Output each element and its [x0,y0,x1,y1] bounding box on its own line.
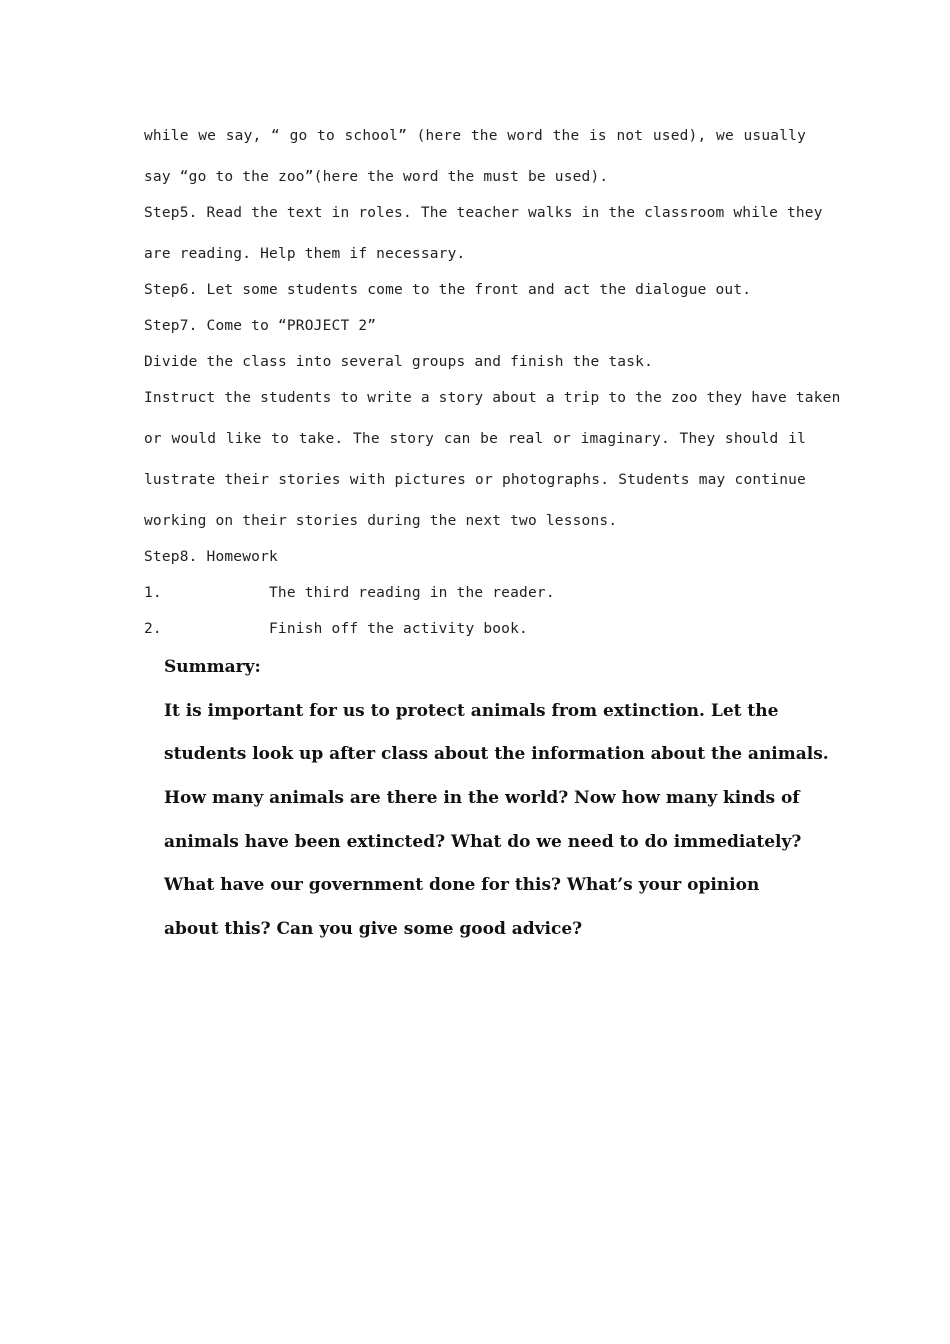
body-line-2: say “go to the zoo”(here the word the must be used). [144,169,609,185]
summary-line-5: What have our government done for this? What’s your opinion [164,875,760,895]
body-line-1: while we say, “ go to school” (here the word the is not used), we usually [144,128,806,144]
step5-line-1: Step5. Read the text in roles. The teacher walks in the classroom while they [144,205,823,221]
homework-number-1: 1. [144,585,162,601]
summary-line-1: It is important for us to protect animals from extinction. Let the [164,701,779,721]
divide-line: Divide the class into several groups and finish the task. [144,354,653,370]
homework-item-1: The third reading in the reader. [269,585,555,601]
instruct-line-3: lustrate their stories with pictures or photographs. Students may continue [144,472,806,488]
step6-line: Step6. Let some students come to the front and act the dialogue out. [144,282,752,298]
summary-heading: Summary: [164,657,261,677]
summary-line-2: students look up after class about the information about the animals. [164,744,829,764]
homework-number-2: 2. [144,621,162,637]
step8-line: Step8. Homework [144,549,278,565]
instruct-line-1: Instruct the students to write a story about a trip to the zoo they have taken [144,390,841,406]
instruct-line-2: or would like to take. The story can be real or imaginary. They should il [144,431,806,447]
summary-line-6: about this? Can you give some good advice? [164,919,583,939]
summary-line-4: animals have been extincted? What do we need to do immediately? [164,832,802,852]
step7-line: Step7. Come to “PROJECT 2” [144,318,377,334]
summary-line-3: How many animals are there in the world? Now how many kinds of [164,788,800,808]
homework-item-2: Finish off the activity book. [269,621,528,637]
step5-line-2: are reading. Help them if necessary. [144,246,466,262]
instruct-line-4: working on their stories during the next two lessons. [144,513,618,529]
